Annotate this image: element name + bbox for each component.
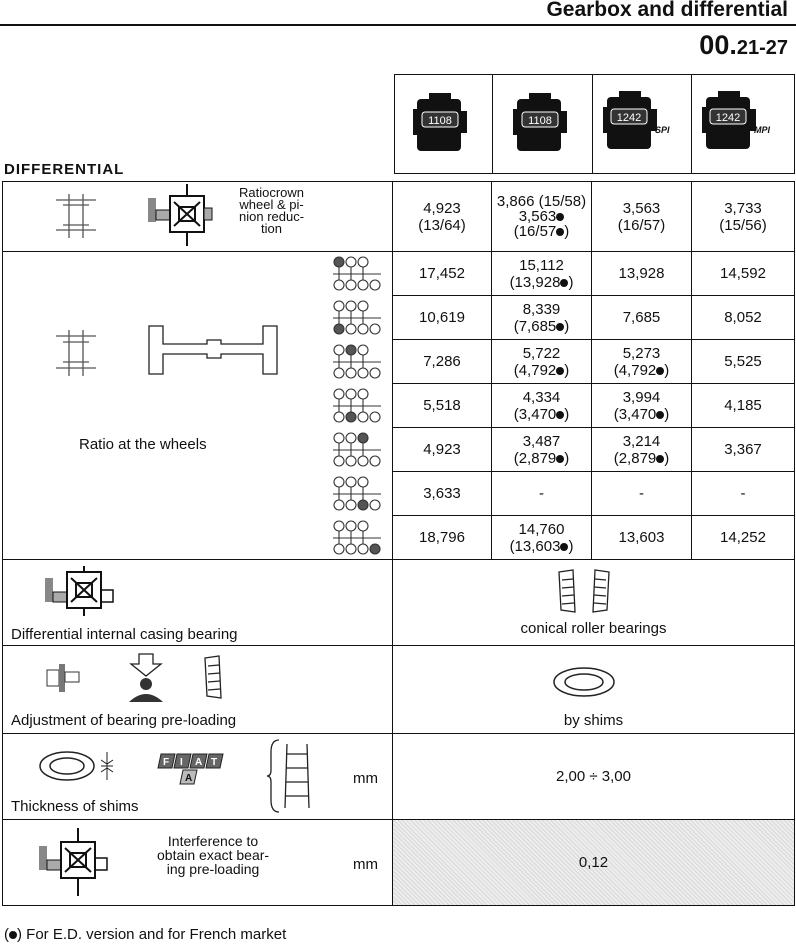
- wheel-ratio-label: Ratio at the wheels: [79, 436, 207, 453]
- wheel-ratio-value: 13,928: [592, 252, 692, 296]
- shim-thickness-icon: [37, 748, 121, 784]
- shim-bearing-icon: [43, 660, 83, 696]
- wheel-ratio-value: 8,339 (7,685 ): [492, 296, 592, 340]
- wheel-ratio-value: 5,722 (4,792 ): [492, 340, 592, 384]
- roller-bearing-icon: [201, 654, 225, 700]
- differential-icon: [146, 184, 214, 248]
- adjustment-value-cell: [393, 646, 795, 734]
- wheel-ratio-value: 4,185: [692, 384, 795, 428]
- ratio-crown-row: [3, 182, 795, 252]
- engine-column-1: [394, 74, 493, 174]
- page-code: 00.21-27: [699, 30, 788, 60]
- wheel-ratio-value: 5,518: [393, 384, 492, 428]
- page-title: Gearbox and differential: [546, 0, 788, 21]
- shims-value: 2,00 ÷ 3,00: [393, 734, 795, 820]
- svg-text:A: A: [185, 773, 193, 784]
- wheel-ratio-value: 3,367: [692, 428, 795, 472]
- svg-text:MPI: MPI: [754, 125, 771, 135]
- interference-row: [3, 820, 795, 906]
- engine-column-4: [691, 74, 795, 174]
- svg-text:1242: 1242: [616, 112, 642, 124]
- ratio-crown-value-3: 3,563 (16/57): [592, 182, 692, 252]
- ladder-icon: [267, 738, 317, 814]
- svg-text:T: T: [211, 757, 218, 768]
- wheel-ratio-value: 8,052: [692, 296, 795, 340]
- gear-6-icon: [329, 475, 385, 513]
- bearing-value-cell: [393, 560, 795, 646]
- gear-1-icon: [329, 255, 385, 293]
- preload-press-icon: [123, 652, 169, 704]
- wheel-ratio-value: -: [592, 472, 692, 516]
- engine-column-2: [492, 74, 593, 174]
- adjustment-row: [3, 646, 795, 734]
- ed-marker-dot: [556, 213, 564, 221]
- shims-label: Thickness of shims: [11, 798, 139, 815]
- adjustment-label-cell: [3, 646, 393, 734]
- gear-reverse-icon: [329, 519, 385, 557]
- ratio-crown-value-1: 4,923 (13/64): [393, 182, 492, 252]
- engine-icon: [593, 75, 693, 175]
- svg-text:F: F: [163, 757, 170, 768]
- bearing-label: Differential internal casing bearing: [11, 626, 238, 643]
- interference-label-cell: [3, 820, 393, 906]
- wheel-ratio-value: 7,286: [393, 340, 492, 384]
- svg-text:A: A: [195, 757, 203, 768]
- adjustment-value: by shims: [563, 712, 624, 729]
- svg-text:1242: 1242: [715, 112, 741, 124]
- svg-text:1108: 1108: [528, 115, 552, 127]
- wheel-ratio-value: 10,619: [393, 296, 492, 340]
- wheel-ratio-value: 18,796: [393, 516, 492, 560]
- svg-text:I: I: [180, 757, 183, 768]
- wheel-ratio-value: 17,452: [393, 252, 492, 296]
- section-title: DIFFERENTIAL: [4, 161, 125, 178]
- svg-text:SPI: SPI: [655, 125, 670, 135]
- wheel-ratio-value: 14,592: [692, 252, 795, 296]
- gear-3-icon: [329, 343, 385, 381]
- wheel-ratio-value: 3,994 (3,470 ): [592, 384, 692, 428]
- gearbox-schematic-icon: [51, 190, 101, 242]
- engine-icon: [692, 75, 796, 175]
- fiat-logo-icon: [155, 746, 227, 786]
- footnote: ( ) For E.D. version and for French market: [4, 926, 287, 943]
- wheel-ratio-value: 4,334 (3,470 ): [492, 384, 592, 428]
- shim-ring-icon: [551, 664, 617, 700]
- wheel-ratio-value: 14,760 (13,603 ): [492, 516, 592, 560]
- engine-column-3: [592, 74, 692, 174]
- ratio-crown-value-2: 3,866 (15/58) 3,563 (16/57 ): [492, 182, 592, 252]
- wheel-ratio-value: -: [692, 472, 795, 516]
- shims-label-cell: [3, 734, 393, 820]
- wheel-ratio-value: 5,273 (4,792 ): [592, 340, 692, 384]
- wheel-ratio-value: 3,633: [393, 472, 492, 516]
- svg-text:1108: 1108: [428, 115, 452, 127]
- shims-unit: mm: [353, 770, 378, 787]
- gearbox-schematic-icon: [51, 326, 101, 380]
- wheel-ratio-value: 3,214 (2,879 ): [592, 428, 692, 472]
- wheel-ratio-value: 15,112 (13,928 ): [492, 252, 592, 296]
- wheel-ratio-value: 3,487 (2,879 ): [492, 428, 592, 472]
- axle-icon: [145, 322, 281, 378]
- differential-icon: [43, 566, 117, 616]
- gear-4-icon: [329, 387, 385, 425]
- bearing-label-cell: [3, 560, 393, 646]
- gear-2-icon: [329, 299, 385, 337]
- shims-row: [3, 734, 795, 820]
- bearing-row: [3, 560, 795, 646]
- engine-icon: [395, 75, 494, 175]
- wheel-ratio-value: 13,603: [592, 516, 692, 560]
- differential-table: [2, 181, 795, 906]
- interference-description: Interference to obtain exact bear- ing pre-loading: [157, 833, 270, 877]
- header-rule: [0, 24, 796, 26]
- wheel-ratio-value: -: [492, 472, 592, 516]
- wheel-ratio-row: [3, 252, 795, 296]
- differential-icon: [37, 826, 113, 898]
- ratio-crown-label-cell: [3, 182, 393, 252]
- ratio-crown-value-4: 3,733 (15/56): [692, 182, 795, 252]
- wheel-ratio-value: 4,923: [393, 428, 492, 472]
- roller-bearing-icon: [553, 568, 615, 614]
- interference-value: 0,12: [393, 820, 795, 906]
- wheel-ratio-value: 7,685: [592, 296, 692, 340]
- bearing-value: conical roller bearings: [520, 620, 667, 637]
- wheel-ratio-label-cell: [3, 252, 393, 560]
- wheel-ratio-value: 5,525: [692, 340, 795, 384]
- ed-marker-dot: [9, 931, 17, 939]
- gear-5-icon: [329, 431, 385, 469]
- ratio-crown-description: Ratiocrown wheel & pi- nion reduc- tion: [239, 185, 305, 236]
- interference-unit: mm: [353, 856, 378, 873]
- wheel-ratio-value: 14,252: [692, 516, 795, 560]
- engine-icon: [493, 75, 594, 175]
- adjustment-label: Adjustment of bearing pre-loading: [11, 712, 237, 729]
